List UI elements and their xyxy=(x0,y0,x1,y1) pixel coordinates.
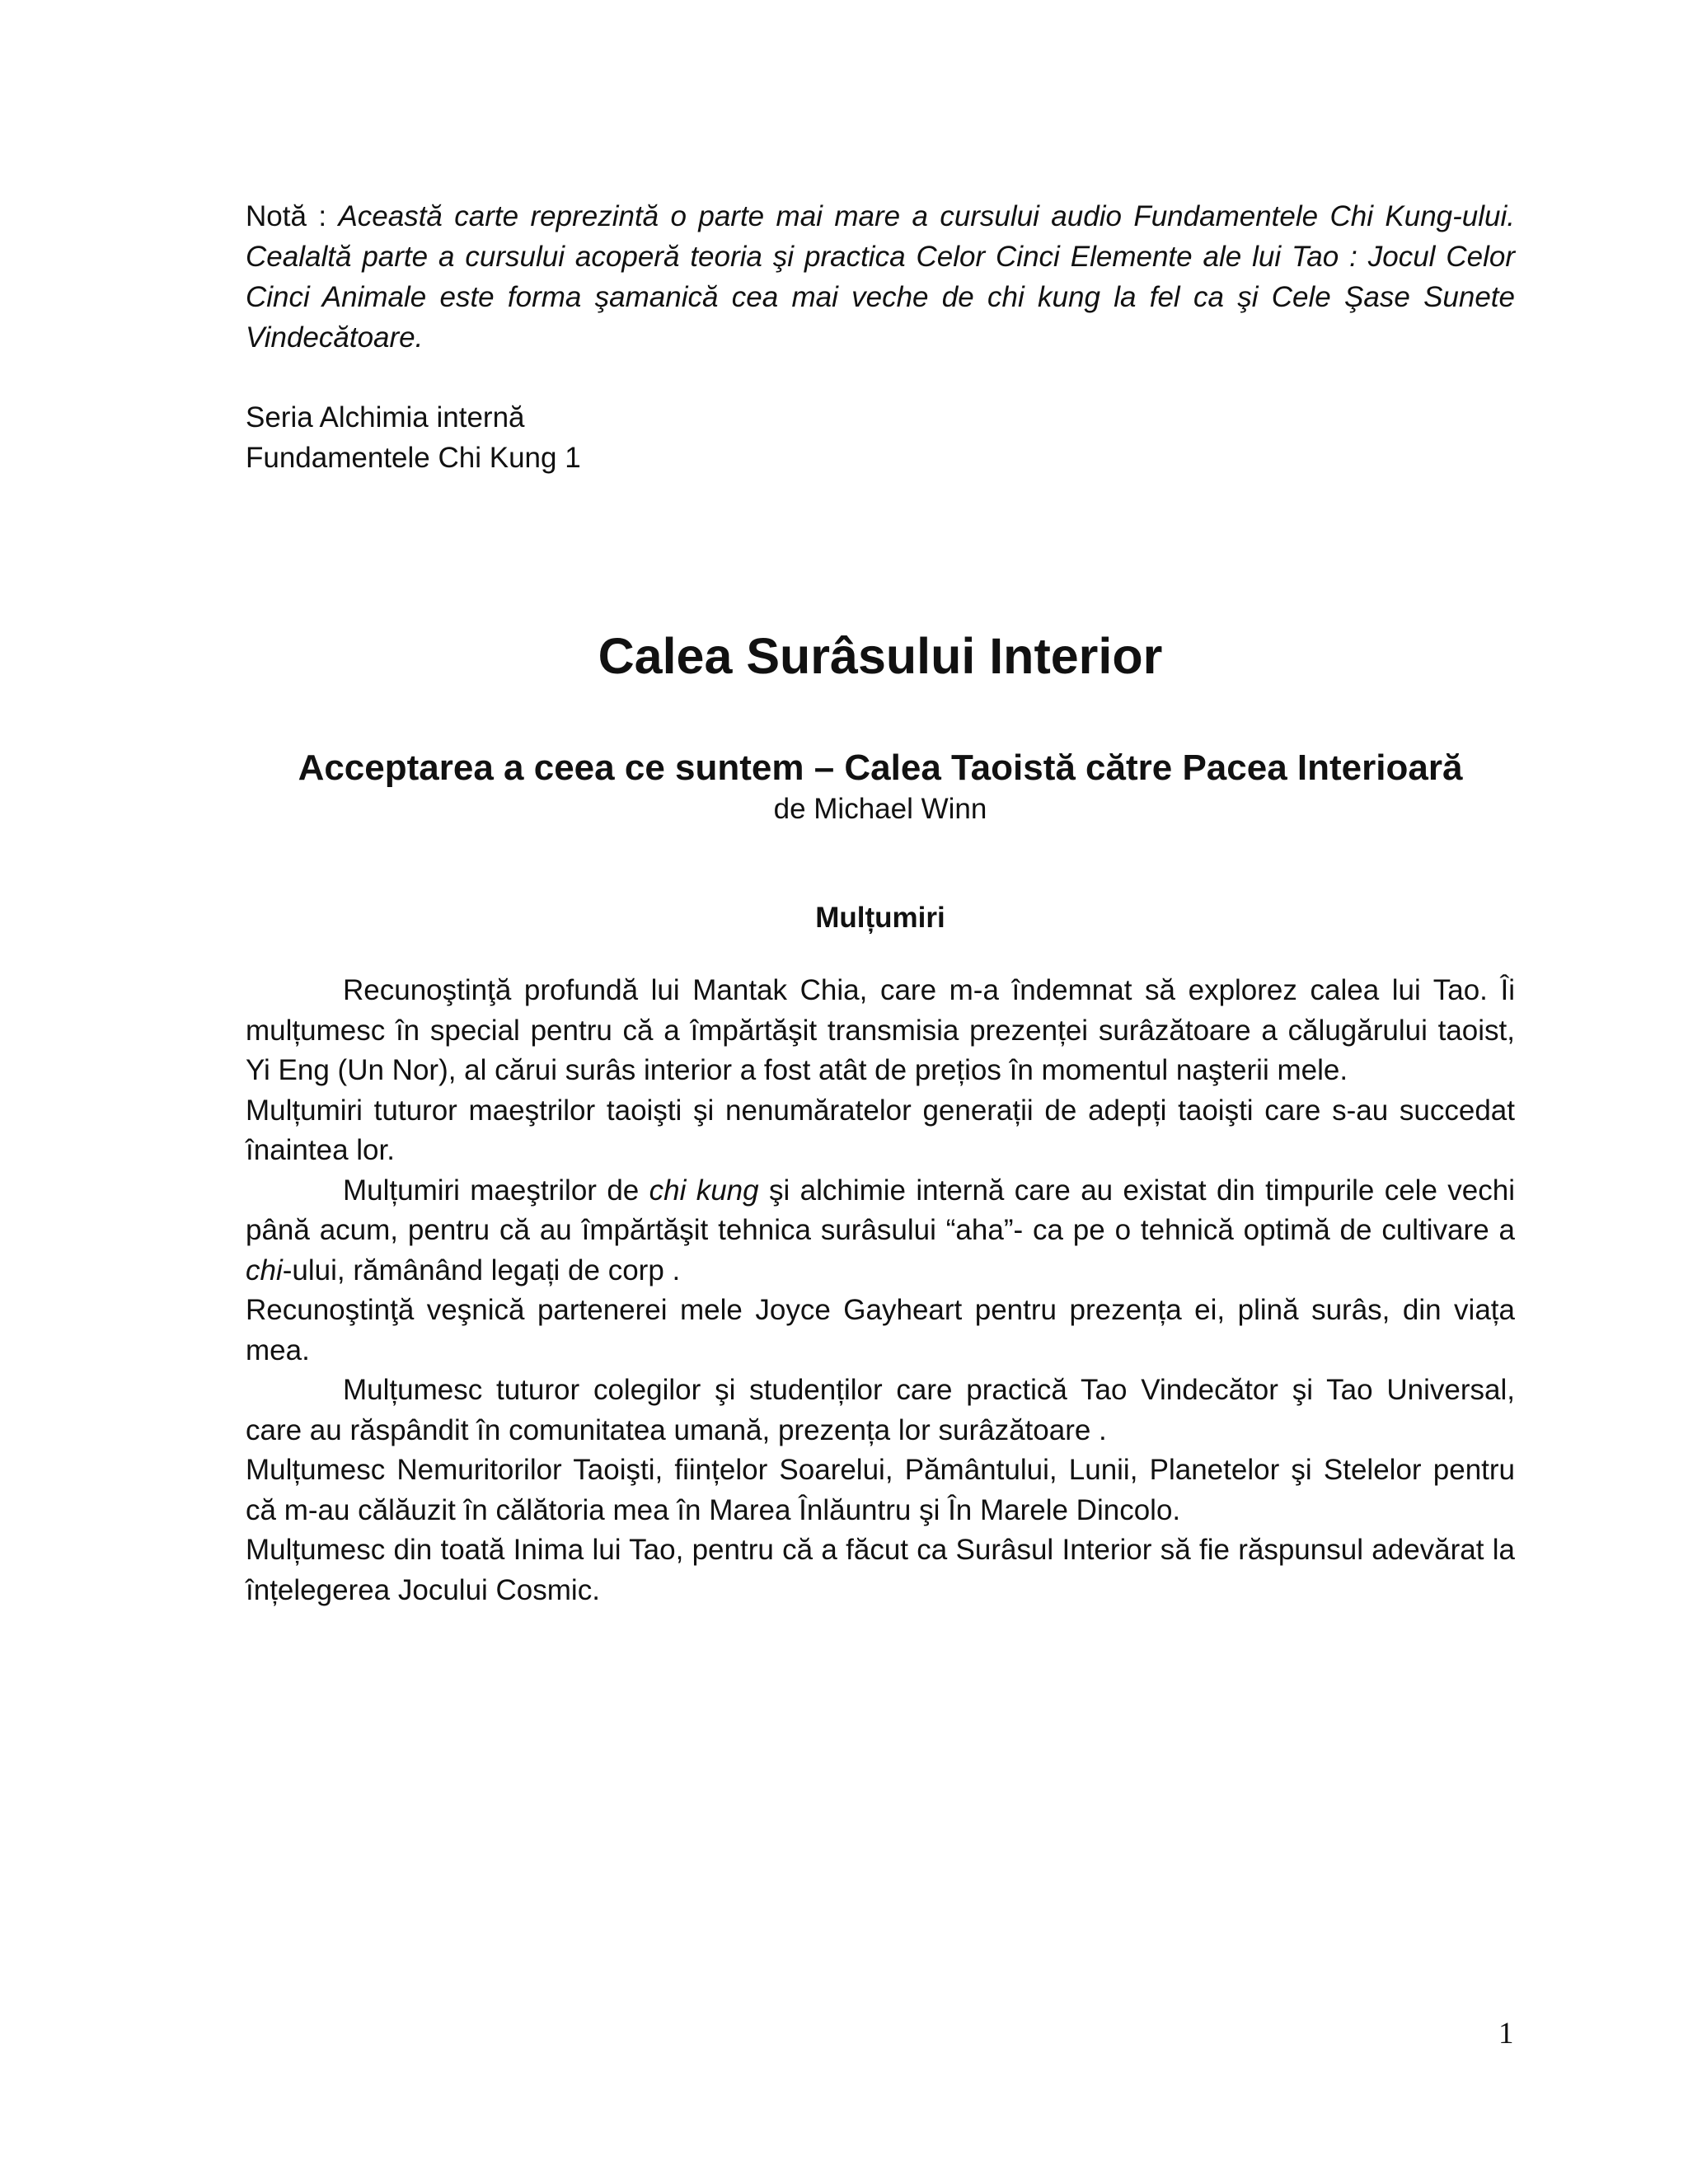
acknowledgement-paragraph-1: Recunoştinţă profundă lui Mantak Chia, care m-a îndemnat să explorez calea lui Tao. Îi mulțumesc în special pentru că a împărtăşit transmisia prezenței surâzătoare a călugărului taoist, Yi Eng (Un Nor), al cărui surâs interior a fost atât de prețios în momentul naşterii mele. xyxy=(246,974,1515,1086)
acknowledgements-heading: Mulțumiri xyxy=(815,902,945,934)
p3-part-a: Mulțumiri maeştrilor de xyxy=(343,1174,649,1207)
acknowledgement-paragraph-7: Mulțumesc din toată Inima lui Tao, pentru că a făcut ca Surâsul Interior să fie răspunsul adevărat la înțelegerea Jocului Cosmic. xyxy=(246,1534,1515,1606)
book-title: Calea Surâsului Interior xyxy=(598,628,1163,684)
series-block xyxy=(246,397,1515,478)
series-volume: Fundamentele Chi Kung 1 xyxy=(246,442,581,474)
acknowledgement-paragraph-4: Recunoştinţă veşnică partenerei mele Joyce Gayheart pentru prezența ei, plină surâs, din viața mea. xyxy=(246,1294,1515,1366)
page-number: 1 xyxy=(1498,2017,1514,2050)
author-line: de Michael Winn xyxy=(773,793,987,825)
acknowledgement-paragraph-2: Mulțumiri tuturor maeştrilor taoişti şi nenumăratelor generații de adepți taoişti care s-au succedat înaintea lor. xyxy=(246,1094,1515,1166)
note-label: Notă : xyxy=(246,200,339,232)
page-content xyxy=(246,196,1515,1610)
note-text: Această carte reprezintă o parte mai mare a cursului audio Fundamentele Chi Kung-ului. Cealaltă parte a cursului acoperă teoria şi practica Celor Cinci Elemente ale lui Tao : Jocul Celor Cinci Animale este forma şamanică cea mai veche de chi kung la fel ca şi Cele Şase Sunete Vindecătoare. xyxy=(246,200,1515,354)
series-name: Seria Alchimia internă xyxy=(246,401,525,434)
p3-part-e: -ului, rămânând legați de corp . xyxy=(282,1254,681,1286)
acknowledgements-body xyxy=(246,971,1515,1610)
acknowledgement-paragraph-3 xyxy=(246,1171,1515,1291)
p3-chi-italic: chi xyxy=(246,1254,283,1286)
note-paragraph xyxy=(246,196,1515,358)
book-subtitle: Acceptarea a ceea ce suntem – Calea Taoistă către Pacea Interioară xyxy=(298,748,1463,788)
acknowledgement-paragraph-6: Mulțumesc Nemuritorilor Taoişti, ființelor Soarelui, Pământului, Lunii, Planetelor şi Stelelor pentru că m-au călăuzit în călătoria mea în Marea Înlăuntru şi În Marele Dincolo. xyxy=(246,1454,1515,1526)
p3-part-c: şi alchimie internă care au existat din timpurile cele vechi până acum, pentru că au împărtăşit tehnica surâsului “aha”- ca pe o tehnică optimă de cultivare a xyxy=(246,1174,1515,1246)
acknowledgement-paragraph-5: Mulțumesc tuturor colegilor şi studenților care practică Tao Vindecător şi Tao Universal, care au răspândit în comunitatea umană, prezența lor surâzătoare . xyxy=(246,1374,1515,1446)
p3-chi-kung-italic: chi kung xyxy=(649,1174,759,1207)
